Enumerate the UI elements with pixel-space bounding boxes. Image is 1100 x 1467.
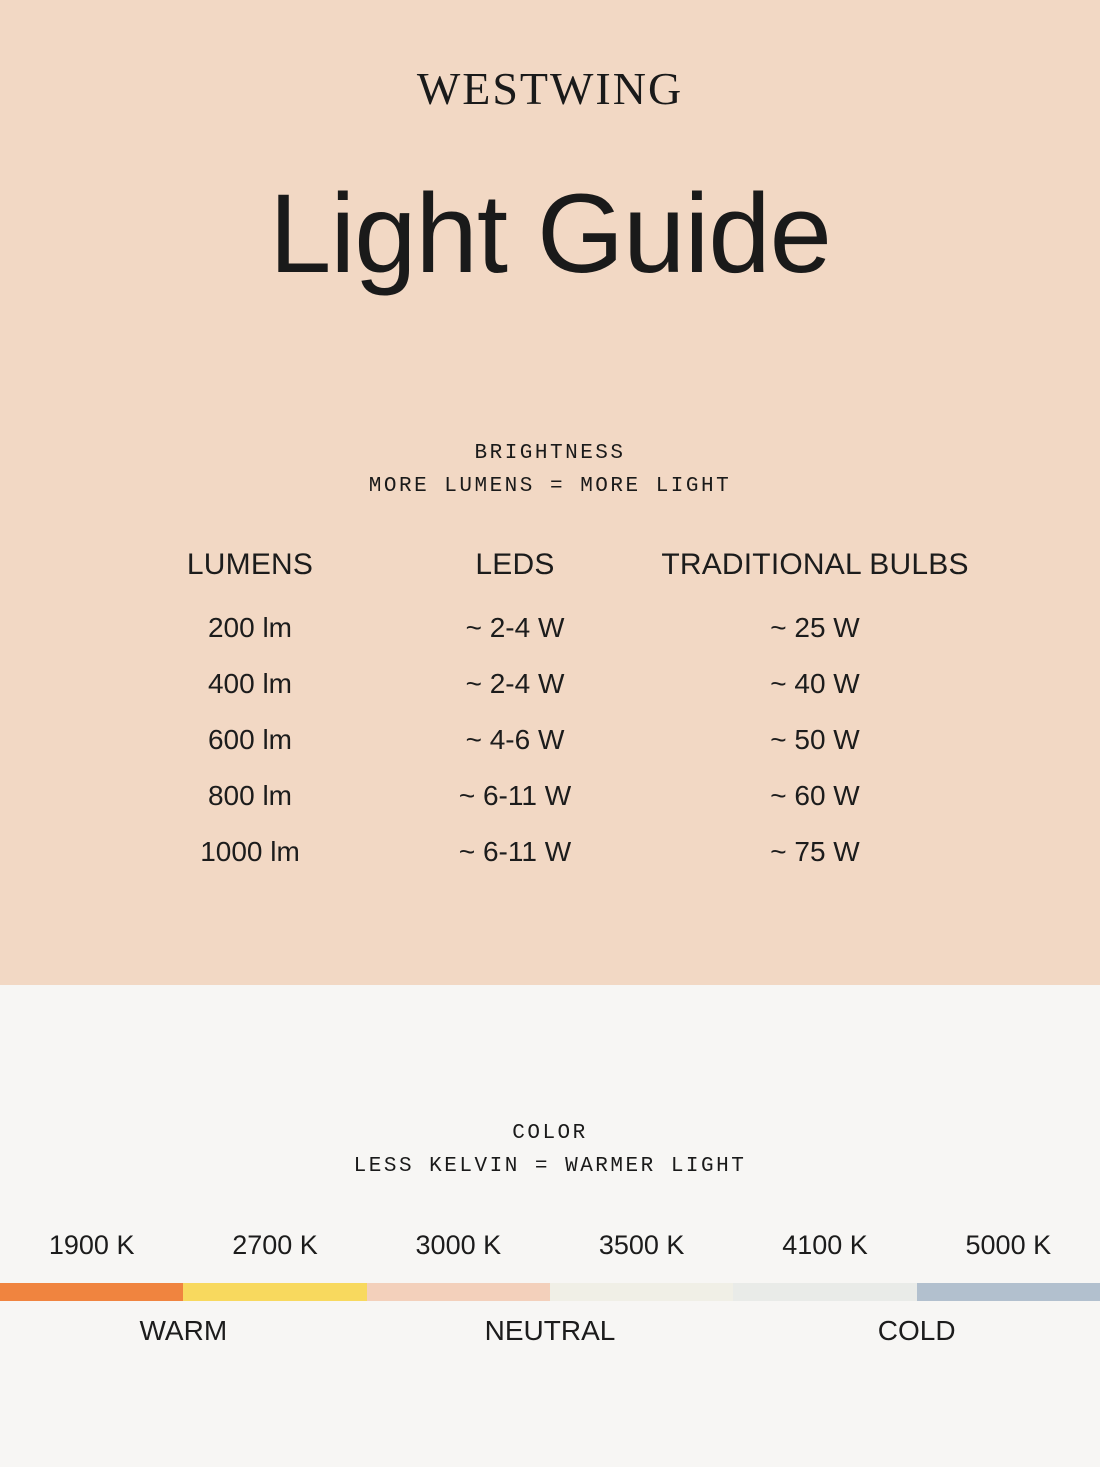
color-caption-line2: LESS KELVIN = WARMER LIGHT [353, 1155, 747, 1179]
column-header-traditional-bulbs: TRADITIONAL BULBS [661, 548, 969, 581]
brightness-table [100, 548, 1000, 880]
column-header-leds: LEDS [475, 548, 555, 581]
table-body [100, 600, 1000, 880]
cell-leds: ~ 2-4 W [465, 668, 565, 699]
kelvin-scale-labels [0, 1230, 1100, 1261]
cell-traditional: ~ 60 W [770, 780, 860, 811]
color-segment-5000k [917, 1283, 1100, 1301]
color-segment-2700k [183, 1283, 366, 1301]
column-header-lumens: LUMENS [186, 548, 314, 581]
color-segment-3500k [550, 1283, 733, 1301]
cell-lumens: 1000 lm [200, 836, 300, 867]
brightness-caption-line2: MORE LUMENS = MORE LIGHT [368, 475, 732, 499]
kelvin-label: 2700 K [232, 1230, 318, 1260]
cell-traditional: ~ 40 W [770, 668, 860, 699]
cell-lumens: 200 lm [207, 612, 293, 643]
kelvin-label: 5000 K [965, 1230, 1052, 1260]
cell-leds: ~ 2-4 W [465, 612, 565, 643]
brand-logo: WESTWING [416, 63, 684, 114]
table-row [100, 656, 1000, 712]
temperature-label-warm: WARM [139, 1315, 228, 1346]
temperature-label-cold: COLD [877, 1315, 956, 1346]
table-row [100, 824, 1000, 880]
cell-traditional: ~ 50 W [770, 724, 860, 755]
cell-traditional: ~ 25 W [770, 612, 860, 643]
brightness-caption [0, 437, 1100, 503]
color-segment-1900k [0, 1283, 183, 1301]
temperature-category-labels [0, 1315, 1100, 1347]
cell-leds: ~ 4-6 W [465, 724, 565, 755]
color-panel [0, 985, 1100, 1467]
kelvin-label: 1900 K [48, 1230, 135, 1260]
cell-leds: ~ 6-11 W [458, 836, 572, 867]
cell-lumens: 600 lm [207, 724, 293, 755]
table-row [100, 600, 1000, 656]
table-row [100, 768, 1000, 824]
page-title: Light Guide [269, 171, 831, 296]
color-segment-4100k [733, 1283, 916, 1301]
kelvin-label: 3000 K [415, 1230, 502, 1260]
color-caption [0, 1117, 1100, 1183]
cell-lumens: 400 lm [207, 668, 293, 699]
brightness-caption-line1: BRIGHTNESS [474, 442, 626, 465]
table-row [100, 712, 1000, 768]
color-caption-line1: COLOR [512, 1122, 588, 1145]
cell-lumens: 800 lm [207, 780, 293, 811]
color-segment-3000k [367, 1283, 550, 1301]
cell-leds: ~ 6-11 W [458, 780, 572, 811]
kelvin-label: 3500 K [598, 1230, 685, 1260]
kelvin-label: 4100 K [782, 1230, 868, 1260]
cell-traditional: ~ 75 W [770, 836, 860, 867]
table-header [100, 548, 1000, 600]
temperature-label-neutral: NEUTRAL [484, 1315, 616, 1346]
color-temperature-bar [0, 1283, 1100, 1301]
